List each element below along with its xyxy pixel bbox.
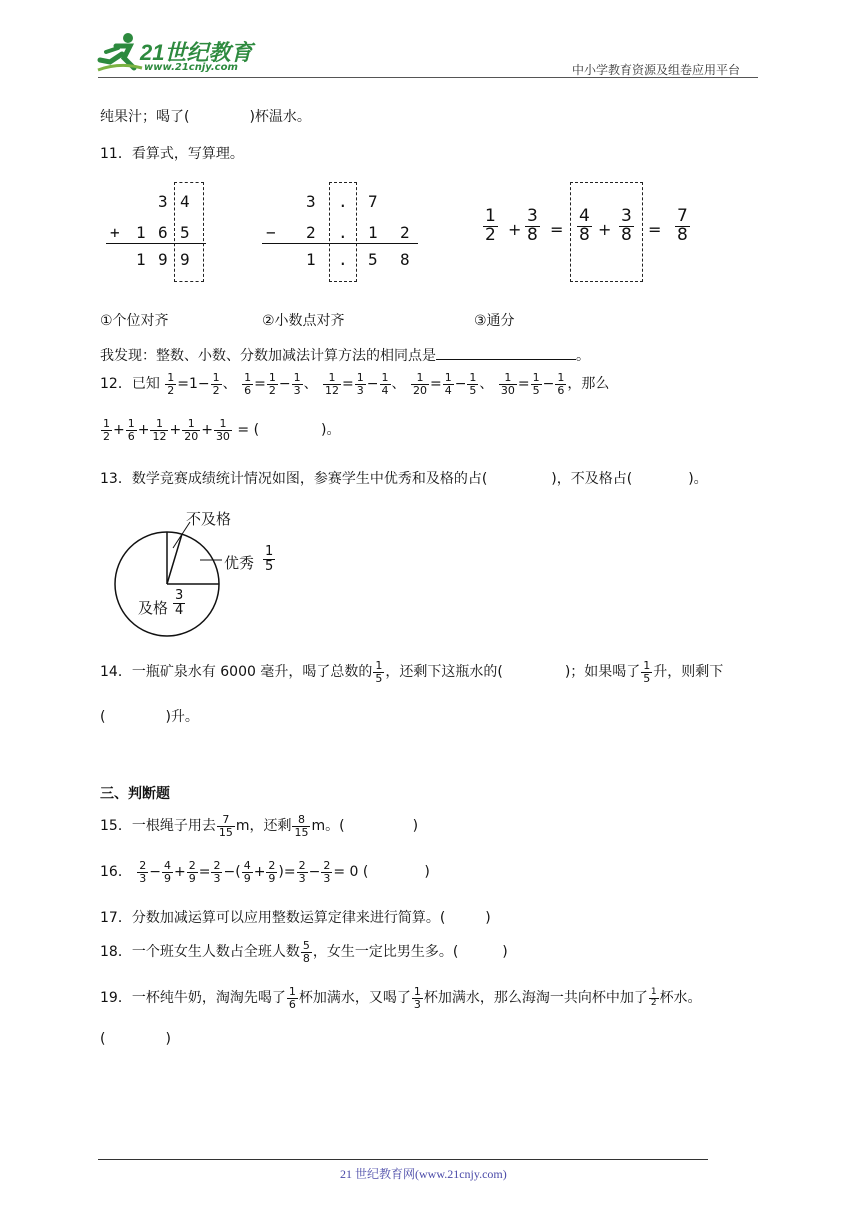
common-denominator-box <box>570 182 643 282</box>
q19-text: 19．一杯纯牛奶，淘淘先喝了 $\frac{1}{6}$ 杯加满水，又喝了 $\frac{1}{3}$ 杯加满水，那么海淘一共向杯中加了 $\frac{1}{2}$ 杯水。 <box>100 985 702 1011</box>
footer-text: 21 世纪教育网(www.21cnjy.com) <box>340 1167 507 1181</box>
label-common-denominator: ③通分 <box>474 313 515 329</box>
frac-e: $\frac{3}{8}$ <box>621 206 632 245</box>
pie-pass-frac: $\frac{3}{4}$ <box>175 588 184 618</box>
q12-sum: $\frac{1}{2}$ + $\frac{1}{6}$ + $\frac{1}{12}$ + $\frac{1}{20}$ + $\frac{1}{30}$ = ( )。 <box>103 417 341 443</box>
label-ones-align: ①个位对齐 <box>100 313 169 329</box>
q19-blank: ( ) <box>100 1031 171 1047</box>
q14-blank-2: ( )升。 <box>100 709 199 725</box>
frac-c: $\frac{4}{8}$ <box>579 206 590 245</box>
q11-discover: 我发现：整数、小数、分数加减法计算方法的相同点是 。 <box>100 345 590 365</box>
section-title: 三、判断题 <box>100 786 170 802</box>
decimal-point-box <box>329 182 357 282</box>
q14-text: 14．一瓶矿泉水有 6000 毫升，喝了总数的 $\frac{1}{5}$ ，还剩下这瓶水的( )；如果喝了 $\frac{1}{5}$ 升，则剩下 <box>100 659 724 685</box>
pie-label-fail: 不及格 <box>186 510 232 528</box>
frac-b: $\frac{3}{8}$ <box>527 206 538 245</box>
q16-text: 16． $\frac{2}{3}$ − $\frac{4}{9}$ + $\frac{2}{9}$ = $\frac{2}{3}$ −( $\frac{4}{9}$ + $\frac{2}{9}$ )= $\frac{2}{3}$ − $\frac{2}{3}$ = 0 ( ) <box>100 859 430 885</box>
q18-text: 18．一个班女生人数占全班人数 $\frac{5}{8}$ ，女生一定比男生多。( ) <box>100 939 508 965</box>
logo-main-text: 21世纪教育 <box>140 40 253 65</box>
pie-label-excellent: 优秀 <box>224 554 255 572</box>
q11-stem: 11．看算式，写算理。 <box>100 146 244 162</box>
q13-stem: 13．数学竞赛成绩统计情况如图，参赛学生中优秀和及格的占( )，不及格占( )。 <box>100 471 708 487</box>
q17-text: 17．分数加减运算可以应用整数运算定律来进行简算。( ) <box>100 910 491 926</box>
q12-given: 12．已知 $\frac{1}{2}$ =1− $\frac{1}{2}$ 、 $\frac{1}{6}$ = $\frac{1}{2}$ − $\frac{1}{3}$ 、 $\frac{1}{12}$ = $\frac{1}{3}$ − $\frac{1}{4}$ 、 $\frac{1}{20}$ = $\frac{1}{4}$ − $\frac{1}{5}$ 、 $\frac{1}{30}$ = $\frac{1}{5}$ − $\frac{1}{6}$ ，那么 <box>100 371 610 397</box>
pie-excellent-frac: $\frac{1}{5}$ <box>265 544 274 574</box>
label-decimal-align: ②小数点对齐 <box>262 313 345 329</box>
logo-sub-text: www.21cnjy.com <box>144 62 238 73</box>
footer-divider <box>98 1159 708 1160</box>
header-divider <box>98 77 758 78</box>
carry-over-line: 纯果汁；喝了( )杯温水。 <box>100 109 311 125</box>
runner-logo-icon <box>96 32 144 74</box>
ones-column-box <box>174 182 204 282</box>
q15-text: 15．一根绳子用去 $\frac{7}{15}$ m，还剩 $\frac{8}{15}$ m。( ) <box>100 813 419 839</box>
frac-f: $\frac{7}{8}$ <box>677 206 688 245</box>
header-right-text: 中小学教育资源及组卷应用平台 <box>572 63 741 77</box>
frac-a: $\frac{1}{2}$ <box>485 206 496 245</box>
site-logo <box>96 32 261 76</box>
pie-label-pass: 及格 <box>138 599 169 617</box>
